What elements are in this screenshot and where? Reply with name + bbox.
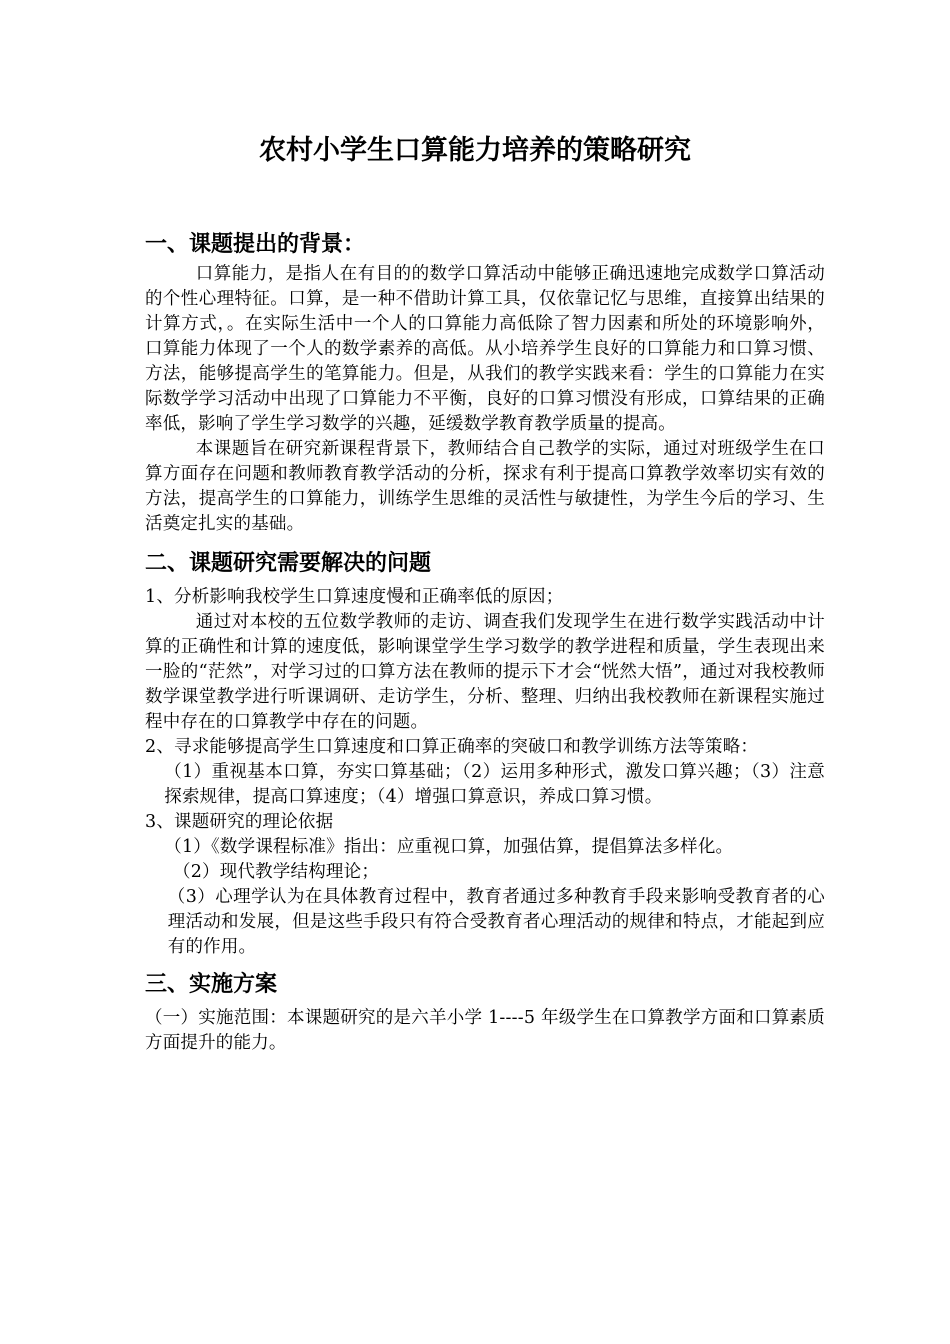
document-body xyxy=(145,228,825,1056)
section-heading-plan: 三、实施方案 xyxy=(145,972,278,997)
paragraph-background-2: 本课题旨在研究新课程背景下，教师结合自己教学的实际，通过对班级学生在口算方面存在问题和教师教育教学活动的分析，探求有利于提高口算教学效率切实有效的方法，提高学生的口算能力，训练学生思维的灵活性与敏捷性，为学生今后的学习、生活奠定扎实的基础。 xyxy=(145,439,825,534)
paragraph-plan-scope: （一）实施范围：本课题研究的是六羊小学 1----5 年级学生在口算教学方面和口算素质方面提升的能力。 xyxy=(145,1008,825,1053)
document-title: 农村小学生口算能力培养的策略研究 xyxy=(259,135,691,166)
section-heading-background: 一、课题提出的背景： xyxy=(145,232,366,257)
problem-item-2: 2、寻求能够提高学生口算速度和口算正确率的突破口和教学训练方法等策略： xyxy=(145,737,759,757)
problem-item-3: 3、课题研究的理论依据 xyxy=(145,812,334,832)
theory-basis-1: （1）《数学课程标准》指出：应重视口算，加强估算，提倡算法多样化。 xyxy=(164,837,734,857)
problem-item-1-detail: 通过对本校的五位数学教师的走访、调查我们发现学生在进行数学实践活动中计算的正确性和计算的速度低，影响课堂学生学习数学的教学进程和质量，学生表现出来一脸的“茫然”，对学习过的口算方法在教师的提示下才会“恍然大悟”，通过对我校教师数学课堂教学进行听课调研、走访学生，分析、整理、归纳出我校教师在新课程实施过程中存在的口算教学中存在的问题。 xyxy=(145,612,825,732)
theory-basis-3: （3）心理学认为在具体教育过程中，教育者通过多种教育手段来影响受教育者的心理活动和发展，但是这些手段只有符合受教育者心理活动的规律和特点，才能起到应有的作用。 xyxy=(167,887,825,957)
theory-basis-2: （2）现代教学结构理论； xyxy=(173,862,380,882)
problem-item-2-strategies: （1）重视基本口算，夯实口算基础；（2）运用多种形式，激发口算兴趣；（3）注意探索规律，提高口算速度；（4）增强口算意识，养成口算习惯。 xyxy=(164,762,825,807)
problem-item-1: 1、分析影响我校学生口算速度慢和正确率低的原因； xyxy=(145,587,564,607)
section-heading-problems: 二、课题研究需要解决的问题 xyxy=(145,551,432,576)
paragraph-background-1: 口算能力，是指人在有目的的数学口算活动中能够正确迅速地完成数学口算活动的个性心理特征。口算，是一种不借助计算工具，仅依靠记忆与思维，直接算出结果的计算方式，。在实际生活中一个人的口算能力高低除了智力因素和所处的环境影响外，口算能力体现了一个人的数学素养的高低。从小培养学生良好的口算能力和口算习惯、方法，能够提高学生的笔算能力。但是，从我们的教学实践来看：学生的口算能力在实际数学学习活动中出现了口算能力不平衡，良好的口算习惯没有形成，口算结果的正确率低，影响了学生学习数学的兴趣，延缓数学教育教学质量的提高。 xyxy=(145,264,825,434)
